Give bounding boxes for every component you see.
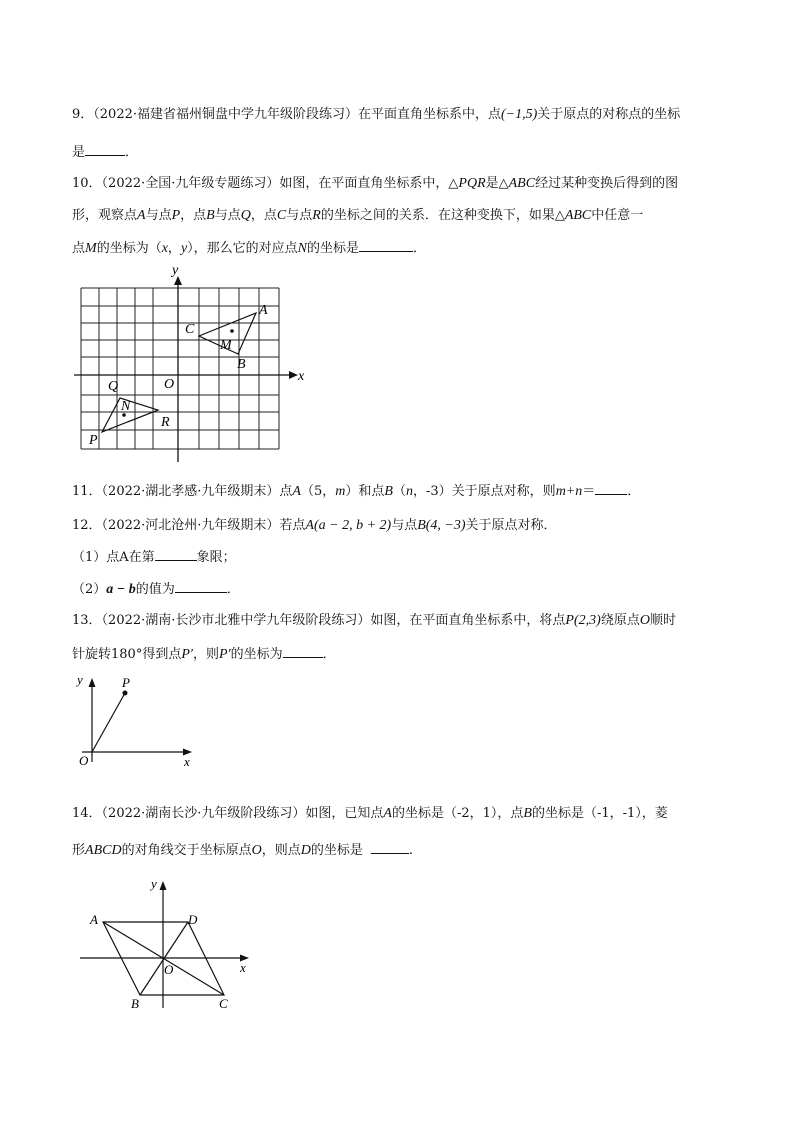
label-y: y xyxy=(77,672,83,687)
q13-text: ，则 xyxy=(192,647,219,662)
q14-text: 如图，已知点 xyxy=(305,806,384,821)
q10-var: R xyxy=(312,208,321,223)
grid xyxy=(81,288,279,449)
q11-text: （5， xyxy=(300,484,336,499)
q11-var: n xyxy=(406,484,413,499)
q9-text: 在平面直角坐标系中，点 xyxy=(358,107,502,122)
segment-op xyxy=(92,693,125,752)
q13-var: O xyxy=(639,613,650,628)
q9-point: (−1,5) xyxy=(501,107,538,122)
q10-text: 形，观察点 xyxy=(72,208,138,223)
q11-var: m+n xyxy=(555,484,583,499)
q12-end: ． xyxy=(226,582,240,597)
q14-text: 形 xyxy=(72,843,86,858)
q9-number: 9． xyxy=(72,107,94,122)
q13-var: P′ xyxy=(219,647,231,662)
q12-expr: a − b xyxy=(106,582,136,597)
label-x: x xyxy=(184,754,190,769)
q10-var: A xyxy=(137,208,146,223)
q9-text: 关于原点的对称点的坐标 xyxy=(537,107,681,122)
label-c: C xyxy=(185,322,195,337)
x-axis-arrow-icon xyxy=(289,371,298,379)
q13-text: 如图，在平面直角坐标系中，将点 xyxy=(370,613,566,628)
label-p: P xyxy=(122,675,130,690)
q14-figure xyxy=(70,870,260,1015)
label-x: x xyxy=(298,369,305,384)
q13-point: P(2,3) xyxy=(565,613,601,628)
point-m xyxy=(230,329,234,333)
q11-var: B xyxy=(384,484,393,499)
label-b: B xyxy=(131,996,139,1011)
q12-point-b: B(4, −3) xyxy=(417,518,466,533)
q13-source: （2022·湖南·长沙市北雅中学九年级阶段练习） xyxy=(101,613,371,628)
q10-text: 的坐标是 xyxy=(307,241,360,256)
q12-sub1: 象限； xyxy=(196,550,236,565)
q10-line-3 xyxy=(72,239,426,258)
q12-source: （2022·河北沧州·九年级期末） xyxy=(101,518,280,533)
q10-var: PQR xyxy=(458,176,486,191)
q10-var: B xyxy=(206,208,215,223)
q11-text: ，-3） xyxy=(413,484,452,499)
q11-text: （ xyxy=(392,484,406,499)
q13-text: 得到点 xyxy=(142,647,182,662)
label-p: P xyxy=(89,433,98,448)
q14-text: 的坐标是（-1，-1），菱 xyxy=(531,806,668,821)
q12-line-2 xyxy=(72,548,236,567)
q9-end: ． xyxy=(125,145,139,160)
q13-line-2 xyxy=(72,645,336,664)
q10-text: ），那么它的对应点 xyxy=(187,241,298,256)
label-q: Q xyxy=(108,379,119,394)
q10-source: （2022·全国·九年级专题练习） xyxy=(101,176,280,191)
q10-end: ． xyxy=(413,241,427,256)
q13-text: 绕原点 xyxy=(600,613,640,628)
q12-sub2: （2） xyxy=(72,582,107,597)
q13-number: 13． xyxy=(72,613,102,628)
point-p xyxy=(123,691,128,696)
q13-end: ． xyxy=(322,647,336,662)
q10-text: 经过某种变换后得到的图 xyxy=(535,176,679,191)
answer-blank[interactable] xyxy=(175,580,227,593)
q12-sub2: 的值为 xyxy=(135,582,175,597)
q10-var: M xyxy=(85,241,97,256)
q14-var: B xyxy=(523,806,532,821)
q13-text: 针旋转 xyxy=(72,647,112,662)
answer-blank[interactable] xyxy=(85,143,125,156)
q12-line-3 xyxy=(72,580,240,599)
q11-text: 点 xyxy=(279,484,293,499)
q13-text: 顺时 xyxy=(649,613,676,628)
label-n: N xyxy=(121,399,131,414)
answer-blank[interactable] xyxy=(595,482,627,495)
q9-line-1 xyxy=(72,106,680,124)
q12-number: 12． xyxy=(72,518,102,533)
q10-var: P xyxy=(171,208,181,223)
q13-var: P′ xyxy=(181,647,193,662)
q10-var: C xyxy=(276,208,287,223)
q10-var: x xyxy=(161,241,168,256)
q14-end: . xyxy=(408,843,414,858)
q11-text: 关于原点对称，则 xyxy=(451,484,556,499)
q12-sub1: （1）点A在第 xyxy=(72,550,155,565)
q10-text: 如图，在平面直角坐标系中，△ xyxy=(279,176,459,191)
q13-angle: 180° xyxy=(111,647,143,662)
answer-blank[interactable] xyxy=(283,645,323,658)
q14-var: ABCD xyxy=(85,843,122,858)
label-origin: O xyxy=(164,377,175,392)
q10-var: ABC xyxy=(508,176,536,191)
q14-text: ，则点 xyxy=(261,843,301,858)
q9-text: 是 xyxy=(72,145,86,160)
q9-source: （2022·福建省福州铜盘中学九年级阶段练习） xyxy=(93,107,358,122)
q14-number: 14． xyxy=(72,806,102,821)
q10-text: ，点 xyxy=(250,208,277,223)
q10-text: 是△ xyxy=(485,176,509,191)
q13-figure xyxy=(70,670,200,770)
q12-point-a: A(a − 2, b + 2) xyxy=(305,518,392,533)
q12-text: 关于原点对称． xyxy=(465,518,557,533)
q11-number: 11． xyxy=(72,484,102,499)
q14-line-2 xyxy=(72,841,413,860)
q10-var: N xyxy=(297,241,308,256)
q12-text: 与点 xyxy=(391,518,418,533)
q11-line-1 xyxy=(72,482,640,501)
q10-var: ABC xyxy=(564,208,592,223)
q14-source: （2022·湖南长沙·九年级阶段练习） xyxy=(101,806,306,821)
q11-end: ． xyxy=(627,484,641,499)
y-axis-arrow-icon xyxy=(160,881,167,890)
label-origin: O xyxy=(79,753,89,768)
q14-var: D xyxy=(300,843,311,858)
q10-text: 与点 xyxy=(145,208,172,223)
label-a: A xyxy=(259,303,268,318)
q14-var: O xyxy=(251,843,262,858)
q10-var: Q xyxy=(240,208,251,223)
label-y: y xyxy=(172,263,179,278)
q11-var: m xyxy=(335,484,346,499)
q11-text: ＝ xyxy=(582,484,596,499)
q13-text: 的坐标为 xyxy=(230,647,283,662)
label-r: R xyxy=(161,415,170,430)
label-y: y xyxy=(151,876,157,891)
q14-var: A xyxy=(383,806,392,821)
q10-var: y xyxy=(180,241,188,256)
label-d: D xyxy=(188,912,198,927)
q12-text: 若点 xyxy=(279,518,306,533)
answer-blank[interactable] xyxy=(155,548,197,561)
label-m: M xyxy=(220,338,232,353)
q14-text: 的对角线交于坐标原点 xyxy=(121,843,252,858)
label-c: C xyxy=(219,996,228,1011)
q10-figure xyxy=(70,258,320,468)
answer-blank[interactable] xyxy=(371,841,409,854)
q10-text: 的坐标为（ xyxy=(96,241,162,256)
q12-line-1 xyxy=(72,517,557,535)
q10-text: 的坐标之间的关系．在这种变换下，如果△ xyxy=(320,208,565,223)
q10-text: 点 xyxy=(72,241,86,256)
q14-text: 的坐标是 xyxy=(310,843,363,858)
q13-line-1 xyxy=(72,612,676,630)
q11-source: （2022·湖北孝感·九年级期末） xyxy=(101,484,280,499)
q10-text: ，点 xyxy=(180,208,207,223)
label-a: A xyxy=(90,912,98,927)
q10-line-2 xyxy=(72,207,643,225)
q10-text: ， xyxy=(167,241,181,256)
q11-text: 和点 xyxy=(358,484,385,499)
answer-blank[interactable] xyxy=(359,239,413,252)
q10-text: 与点 xyxy=(286,208,313,223)
q11-text: ） xyxy=(345,484,359,499)
label-origin: O xyxy=(164,962,174,977)
q14-line-1 xyxy=(72,805,668,823)
q10-line-1 xyxy=(72,175,678,193)
q10-text: 中任意一 xyxy=(591,208,644,223)
q9-line-2 xyxy=(72,143,138,162)
q10-text: 与点 xyxy=(214,208,241,223)
y-axis-arrow-icon xyxy=(89,678,96,687)
q10-number: 10． xyxy=(72,176,102,191)
q14-text: 的坐标是（-2，1），点 xyxy=(391,806,524,821)
label-x: x xyxy=(240,960,246,975)
q11-var: A xyxy=(292,484,301,499)
label-b: B xyxy=(237,357,246,372)
